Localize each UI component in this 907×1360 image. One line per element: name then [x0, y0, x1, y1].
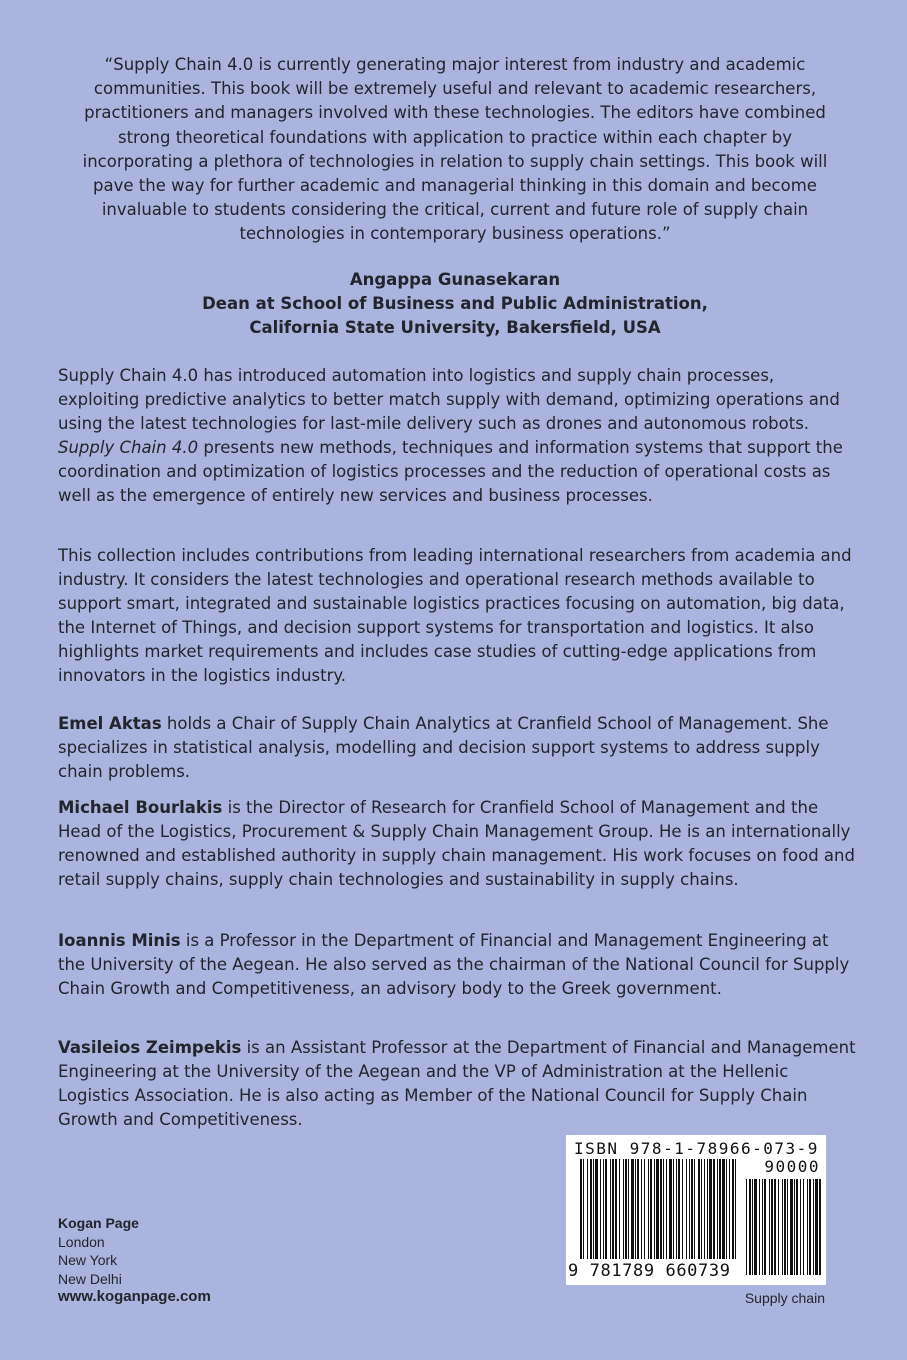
barcode-bar — [784, 1179, 786, 1275]
bio-ioannis-minis — [58, 929, 858, 1001]
barcode-bar — [778, 1179, 779, 1275]
description-text: Supply Chain 4.0 has introduced automation into logistics and supply chain processes, exploiting predictive analytics to better match supply with demand, optimizing operations and using the latest technologies for last-mile delivery such as drones and autonomous robots. — [58, 366, 840, 434]
barcode-bar — [610, 1159, 611, 1259]
publisher-city: London — [58, 1233, 105, 1250]
barcode-bar — [666, 1159, 667, 1259]
barcode-bar — [660, 1159, 662, 1259]
endorser-name: Angappa Gunasekaran — [349, 270, 561, 289]
barcode-digits: 9 781789 660739 — [568, 1261, 731, 1281]
isbn-number: ISBN 978-1-78966-073-9 — [574, 1139, 819, 1158]
barcode-bar — [771, 1179, 773, 1275]
publisher-name: Kogan Page — [58, 1215, 139, 1231]
barcode-bar — [794, 1179, 795, 1275]
barcode-bar — [637, 1159, 639, 1259]
barcode-bar — [593, 1159, 594, 1259]
bio-text: is a Professor in the Department of Financial and Management Engineering at the University of the Aegean. He also served as the chairman of the National Council for Supply Chain Growth and Competitiveness, an advisory body to the Greek government. — [58, 931, 850, 999]
bio-name: Michael Bourlakis — [58, 798, 223, 817]
barcode-bar — [641, 1159, 642, 1259]
barcode-bar — [686, 1159, 687, 1259]
barcode-bar — [796, 1179, 798, 1275]
bio-name: Vasileios Zeimpekis — [58, 1038, 242, 1057]
bio-vasileios-zeimpekis — [58, 1036, 858, 1132]
barcode-bar — [600, 1159, 601, 1259]
barcode-bar — [625, 1159, 627, 1259]
barcode-bar — [678, 1159, 680, 1259]
publisher-city: New York — [58, 1252, 118, 1268]
barcode-bar — [673, 1159, 674, 1259]
barcode-bar — [650, 1159, 652, 1259]
barcode-bar — [754, 1179, 757, 1275]
barcode-bar — [631, 1159, 634, 1259]
barcode-bar — [719, 1159, 721, 1259]
barcode-bar — [813, 1179, 814, 1275]
barcode-bar — [735, 1159, 736, 1259]
barcode-bar — [787, 1179, 788, 1275]
barcode-bar — [807, 1179, 808, 1275]
description-paragraph-2: This collection includes contributions from leading international researchers from academia and industry. It considers the latest technologies and operational research methods available to support smart, integrated and sustainable logistics practices focusing on automation, big data, the Internet of Things, and decision support systems for transportation and logistics. It also highlights market requirements and includes case studies of cutting-edge applications from innovators in the logistics industry. — [58, 546, 852, 686]
barcode-bar — [729, 1159, 730, 1259]
bio-text: is the Director of Research for Cranfield School of Management and the Head of the Logistics, Procurement & Supply Chain Management Group. He is an internationally renowned and established authority in supply chain management. His work focuses on food and retail supply chains, supply chain technologies and sustainability in supply chains. — [58, 798, 855, 890]
barcode-bar — [682, 1159, 683, 1259]
barcode-bar — [726, 1159, 727, 1259]
bio-text: holds a Chair of Supply Chain Analytics at Cranfield School of Management. She specializes in statistical analysis, modelling and decision support systems to address supply chain problems. — [58, 714, 829, 782]
publisher-website-link[interactable]: www.koganpage.com — [58, 1288, 211, 1305]
barcode-bar — [628, 1159, 629, 1259]
barcode-bar — [759, 1179, 760, 1275]
barcode-bar — [717, 1159, 718, 1259]
barcode-bar — [809, 1179, 811, 1275]
barcode-bar — [656, 1159, 659, 1259]
barcode-bar — [704, 1159, 705, 1259]
barcode-bar — [803, 1179, 804, 1275]
barcode-bar — [722, 1159, 725, 1259]
barcode-bar — [605, 1159, 607, 1259]
endorsement-quote: “Supply Chain 4.0 is currently generating major interest from industry and academic communities. This book will be extremely useful and relevant to academic researchers, practitioners and managers involved with these technologies. The editors have combined strong theoretical foundations with application to practice within each chapter by incorporating a plethora of technologies in relation to supply chain settings. This book will pave the way for further academic and managerial thinking in this domain and become invaluable to students considering the critical, current and future role of supply chain technologies in contemporary business operations.” — [82, 55, 828, 244]
barcode-bar — [583, 1159, 584, 1259]
barcode-bar — [676, 1159, 677, 1259]
barcode-bar — [709, 1159, 712, 1259]
barcode-bar — [752, 1179, 753, 1275]
barcode-bar — [689, 1159, 690, 1259]
endorser-role: Dean at School of Business and Public Administration, — [202, 294, 708, 314]
publisher-block — [58, 1214, 211, 1307]
bio-name: Emel Aktas — [58, 714, 162, 733]
barcode-bar — [623, 1159, 624, 1259]
barcode-bar — [762, 1179, 763, 1275]
barcode-bar — [615, 1159, 617, 1259]
barcode-bar — [603, 1159, 604, 1259]
barcode-bar — [769, 1179, 770, 1275]
barcode-bar — [815, 1179, 818, 1275]
barcode-bar — [713, 1159, 715, 1259]
price-code: 90000 — [764, 1157, 820, 1176]
isbn-barcode — [566, 1135, 826, 1285]
barcode-bar — [612, 1159, 614, 1259]
description-paragraph-1 — [58, 364, 858, 509]
barcode-bar — [698, 1159, 700, 1259]
endorsement-attribution — [70, 268, 840, 341]
description-text: presents new methods, techniques and information systems that support the coordination and optimization of logistics processes and the reduction of operational costs as well as the emergence of entirely new services and business processes. — [58, 438, 843, 506]
barcode-bar — [749, 1179, 751, 1275]
barcode-bar — [619, 1159, 620, 1259]
barcode-bar — [732, 1159, 734, 1259]
barcode-bar — [669, 1159, 672, 1259]
bio-emel-aktas — [58, 712, 858, 784]
barcode-bar — [654, 1159, 655, 1259]
barcode-bar — [746, 1179, 747, 1275]
endorser-institution: California State University, Bakersfield, USA — [249, 318, 661, 338]
book-title-italic: Supply Chain 4.0 — [58, 438, 199, 458]
barcode-bar — [764, 1179, 766, 1275]
bio-text: is an Assistant Professor at the Department of Financial and Management Engineering at the University of the Aegean and the VP of Administration at the Hellenic Logistics Association. He is also acting as Member of the National Council for Supply Chain Growth and Competitiveness. — [58, 1038, 856, 1130]
barcode-bar — [644, 1159, 645, 1259]
barcode-bar — [819, 1179, 821, 1275]
publisher-city: New Delhi — [58, 1270, 122, 1287]
barcode-bar — [663, 1159, 664, 1259]
barcode-bar — [635, 1159, 636, 1259]
barcode-bar — [800, 1179, 801, 1275]
bio-michael-bourlakis — [58, 796, 858, 892]
barcode-bar — [648, 1159, 649, 1259]
barcode-bar — [691, 1159, 693, 1259]
barcode-bar — [782, 1179, 783, 1275]
barcode-bar — [701, 1159, 702, 1259]
bio-name: Ioannis Minis — [58, 931, 181, 950]
barcode-bar — [590, 1159, 592, 1259]
barcode-bar — [774, 1179, 776, 1275]
barcode-bar — [790, 1179, 793, 1275]
barcode-bar — [587, 1159, 588, 1259]
barcode-bar — [595, 1159, 598, 1259]
barcode-bar — [707, 1159, 708, 1259]
barcode-bar — [694, 1159, 695, 1259]
barcode-bar — [580, 1159, 582, 1259]
subject-category: Supply chain — [744, 1290, 825, 1306]
